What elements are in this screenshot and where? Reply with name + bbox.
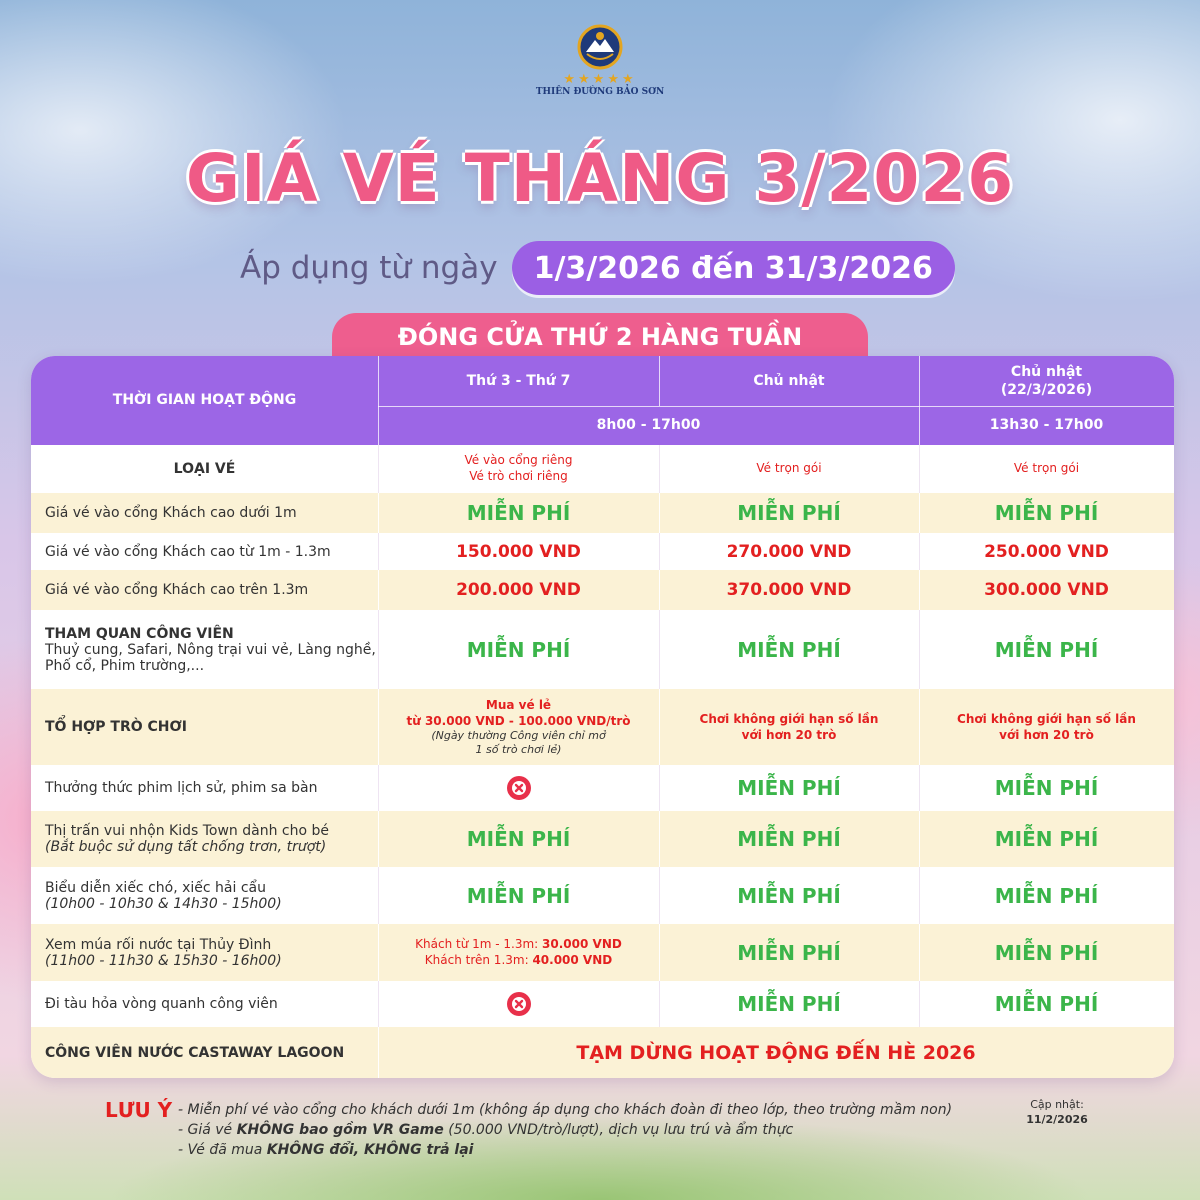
note-3: - Vé đã mua KHÔNG đổi, KHÔNG trả lại [178,1142,474,1158]
from-1m-c3: 250.000 VND [984,541,1109,562]
closed-notice: ĐÓNG CỬA THỨ 2 HÀNG TUẦN [332,313,868,361]
ticket-type-c3: Vé trọn gói [1013,461,1080,476]
not-available-icon [506,991,532,1017]
applies-line [240,240,955,296]
ticket-type-c1-line2: Vé trò chơi riêng [469,469,568,483]
park-label: THAM QUAN CÔNG VIÊN [45,625,234,642]
page-title: GIÁ VÉ THÁNG 3/2026 [185,140,1015,217]
puppet-c3: MIỄN PHÍ [994,940,1099,965]
park-c2: MIỄN PHÍ [737,637,841,662]
over-13-c2: 370.000 VND [726,580,852,600]
under-1m-label: Giá vé vào cổng Khách cao dưới 1m [45,505,297,521]
games-label: TỔ HỢP TRÒ CHƠI [45,719,187,735]
date-range-badge: 1/3/2026 đến 31/3/2026 [512,241,955,295]
row-park [31,610,1174,689]
note-2: - Giá vé KHÔNG bao gồm VR Game (50.000 VND/trò/lượt), dịch vụ lưu trú và ẩm thực [178,1122,794,1138]
over-13-c1: 200.000 VND [456,580,581,600]
from-1m-c2: 270.000 VND [726,541,852,562]
films-c3: MIỄN PHÍ [994,776,1099,800]
notes-label: LƯU Ý [105,1098,173,1122]
brand-logo [535,24,665,97]
row-ticket-type [31,445,1174,493]
row-1m-1-3m [31,533,1174,570]
park-c1: MIỄN PHÍ [466,637,571,662]
row-games [31,689,1174,765]
films-label: Thưởng thức phim lịch sử, phim sa bàn [45,780,318,796]
kids-town-c2: MIỄN PHÍ [737,827,841,851]
col-special-sunday-line1: Chủ nhật [1010,363,1083,380]
games-c3-line1: Chơi không giới hạn số lần [957,711,1136,726]
water-park-label: CÔNG VIÊN NƯỚC CASTAWAY LAGOON [45,1044,345,1061]
brand-stars: ★★★★★ [563,72,637,87]
note-1: - Miễn phí vé vào cổng cho khách dưới 1m (không áp dụng cho khách đoàn đi theo lớp, theo trường mầm non) [178,1102,953,1118]
divider [378,406,1174,407]
updated-date: 11/2/2026 [1026,1113,1088,1126]
hours-regular: 8h00 - 17h00 [596,417,701,434]
circus-label: Biểu diễn xiếc chó, xiếc hải cẩu [45,879,266,896]
divider [378,356,379,445]
games-c2-line1: Chơi không giới hạn số lần [699,711,879,726]
train-c3: MIỄN PHÍ [994,992,1099,1016]
row-puppet [31,924,1174,981]
kids-town-label: Thị trấn vui nhộn Kids Town dành cho bé [45,823,330,839]
row-under-1m [31,493,1174,533]
updated-stamp [1012,1097,1102,1127]
over-13-c3: 300.000 VND [984,580,1109,600]
hours-special: 13h30 - 17h00 [989,417,1104,434]
col-special-sunday [919,356,1174,406]
col-sunday: Chủ nhật [753,372,825,389]
col-weekday: Thứ 3 - Thứ 7 [466,372,571,389]
water-park-note: TẠM DỪNG HOẠT ĐỘNG ĐẾN HÈ 2026 [576,1041,976,1064]
row-films [31,765,1174,811]
under-1m-c2: MIỄN PHÍ [737,501,841,525]
under-1m-c3: MIỄN PHÍ [994,501,1099,525]
puppet-c2: MIỄN PHÍ [737,940,841,965]
kids-town-sub: (Bắt buộc sử dụng tất chống trơn, trượt) [45,839,327,855]
price-table [31,356,1174,1078]
circus-sub: (10h00 - 10h30 & 14h30 - 15h00) [45,895,282,912]
from-1m-label: Giá vé vào cổng Khách cao từ 1m - 1.3m [45,543,331,560]
over-13-label: Giá vé vào cổng Khách cao trên 1.3m [45,582,309,598]
row-over-1-3m [31,570,1174,610]
circus-c3: MIỄN PHÍ [994,883,1099,908]
kids-town-c3: MIỄN PHÍ [994,827,1099,851]
puppet-c1-a: Khách từ 1m - 1.3m: 30.000 VND [415,936,622,951]
row-train [31,981,1174,1027]
from-1m-c1: 150.000 VND [456,541,581,562]
row-kids-town [31,811,1174,867]
applies-prefix: Áp dụng từ ngày [240,250,498,286]
games-c2-line2: với hơn 20 trò [741,728,837,742]
under-1m-c1: MIỄN PHÍ [466,501,571,525]
games-c1-line2: từ 30.000 VND - 100.000 VND/trò [406,713,631,728]
games-c1-note1: (Ngày thường Công viên chỉ mở [431,728,606,742]
train-c2: MIỄN PHÍ [737,992,841,1016]
ticket-type-c1-line1: Vé vào cổng riêng [464,453,573,468]
train-label: Đi tàu hỏa vòng quanh công viên [45,996,278,1012]
brand-emblem-icon [577,24,623,70]
row-circus [31,867,1174,924]
updated-label: Cập nhật: [1030,1098,1084,1111]
circus-c1: MIỄN PHÍ [466,883,571,908]
notes-list [178,1100,998,1160]
ticket-type-c2: Vé trọn gói [756,461,822,476]
games-c1-line1: Mua vé lẻ [485,697,552,712]
puppet-sub: (11h00 - 11h30 & 15h30 - 16h00) [45,952,282,969]
games-c1-note2: 1 số trò chơi lẻ) [475,743,562,757]
games-c3-line2: với hơn 20 trò [999,728,1094,742]
not-available-icon [506,775,532,801]
col-special-sunday-line2: (22/3/2026) [1000,382,1093,398]
park-c3: MIỄN PHÍ [994,637,1099,662]
table-header [31,356,1174,445]
puppet-c1-b: Khách trên 1.3m: 40.000 VND [424,952,613,967]
divider [919,356,920,445]
park-desc-line1: Thuỷ cung, Safari, Nông trại vui vẻ, Làng nghề, [45,641,376,658]
row-water-park [31,1027,1174,1078]
brand-name: THIÊN ĐƯỜNG BẢO SƠN [535,87,665,97]
time-label: THỜI GIAN HOẠT ĐỘNG [112,392,297,409]
puppet-label: Xem múa rối nước tại Thủy Đình [45,936,272,953]
divider [659,356,660,406]
circus-c2: MIỄN PHÍ [737,883,841,908]
ticket-type-label: LOẠI VÉ [173,461,236,477]
park-desc-line2: Phố cổ, Phim trường,... [45,657,205,674]
films-c2: MIỄN PHÍ [737,776,841,800]
kids-town-c1: MIỄN PHÍ [466,827,571,851]
